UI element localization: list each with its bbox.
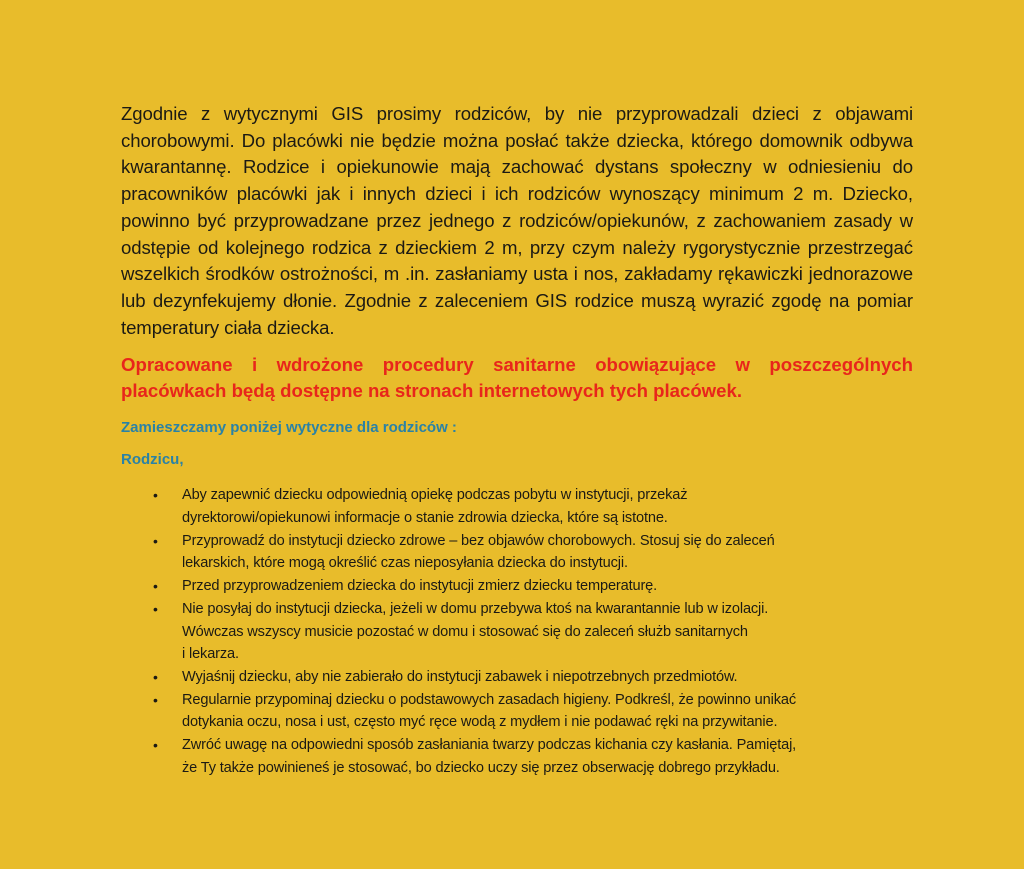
bullet-icon: • (153, 737, 158, 754)
guideline-text-line: i lekarza. (182, 646, 239, 663)
guidelines-subheading: Zamieszczamy poniżej wytyczne dla rodziców : (121, 419, 457, 437)
guidelines-list (121, 484, 913, 779)
guideline-item (121, 575, 913, 598)
guideline-item (121, 484, 913, 529)
guideline-text-line: dotykania oczu, nosa i ust, często myć ręce wodą z mydłem i nie podawać ręki na przywitanie. (182, 714, 778, 731)
document-page (121, 101, 913, 779)
greeting: Rodzicu, (121, 451, 184, 469)
guideline-text-line: Przed przyprowadzeniem dziecka do instytucji zmierz dziecku temperaturę. (182, 578, 658, 595)
intro-paragraph: Zgodnie z wytycznymi GIS prosimy rodziców, by nie przyprowadzali dzieci z objawami chorobowymi. Do placówki nie będzie można posłać także dziecka, którego domownik odbywa kwarantannę. Rodzice i opiekunowie mają zachować dystans społeczny w odniesieniu do pracowników placówki jak i innych dzieci i ich rodziców wynoszący minimum 2 m. Dziecko, powinno być przyprowadzane przez jednego z rodziców/opiekunów, z zachowaniem zasady w odstępie od kolejnego rodzica z dzieckiem 2 m, przy czym należy rygorystycznie przestrzegać wszelkich środków ostrożności, m .in. zasłaniamy usta i nos, zakładamy rękawiczki jednorazowe lub dezynfekujemy dłonie. Zgodnie z zaleceniem GIS rodzice muszą wyrazić zgodę na pomiar temperatury ciała dziecka. (121, 103, 913, 338)
guideline-text-line: dyrektorowi/opiekunowi informacje o stanie zdrowia dziecka, które są istotne. (182, 510, 668, 527)
bullet-icon: • (153, 487, 158, 504)
guideline-item (121, 734, 913, 779)
sanitary-procedures-notice: Opracowane i wdrożone procedury sanitarne obowiązujące w poszczególnych placówkach będą dostępne na stronach internetowych tych placówek. (121, 354, 913, 402)
guideline-text-line: Aby zapewnić dziecku odpowiednią opiekę podczas pobytu w instytucji, przekaż (182, 487, 688, 504)
guideline-item (121, 530, 913, 575)
bullet-icon: • (153, 600, 158, 617)
guideline-text-line: Nie posyłaj do instytucji dziecka, jeżeli w domu przebywa ktoś na kwarantannie lub w izolacji. (182, 600, 769, 617)
bullet-icon: • (153, 578, 158, 595)
guideline-text-line: Wyjaśnij dziecku, aby nie zabierało do instytucji zabawek i niepotrzebnych przedmiotów. (182, 668, 738, 685)
bullet-icon: • (153, 532, 158, 549)
bullet-icon: • (153, 668, 158, 685)
guideline-text-line: że Ty także powinieneś je stosować, bo dziecko uczy się przez obserwację dobrego przykładu. (182, 759, 780, 776)
guideline-text-line: Regularnie przypominaj dziecku o podstawowych zasadach higieny. Podkreśl, że powinno unikać (182, 691, 796, 708)
guideline-text-line: Przyprowadź do instytucji dziecko zdrowe – bez objawów chorobowych. Stosuj się do zaleceń (182, 532, 775, 549)
guideline-item (121, 666, 913, 689)
guideline-text-line: Zwróć uwagę na odpowiedni sposób zasłaniania twarzy podczas kichania czy kasłania. Pamiętaj, (182, 737, 797, 754)
bullet-icon: • (153, 691, 158, 708)
guideline-text-line: lekarskich, które mogą określić czas nieposyłania dziecka do instytucji. (182, 555, 628, 572)
guideline-item (121, 598, 913, 666)
guideline-text-line: Wówczas wszyscy musicie pozostać w domu i stosować się do zaleceń służb sanitarnych (182, 623, 748, 640)
guideline-item (121, 689, 913, 734)
